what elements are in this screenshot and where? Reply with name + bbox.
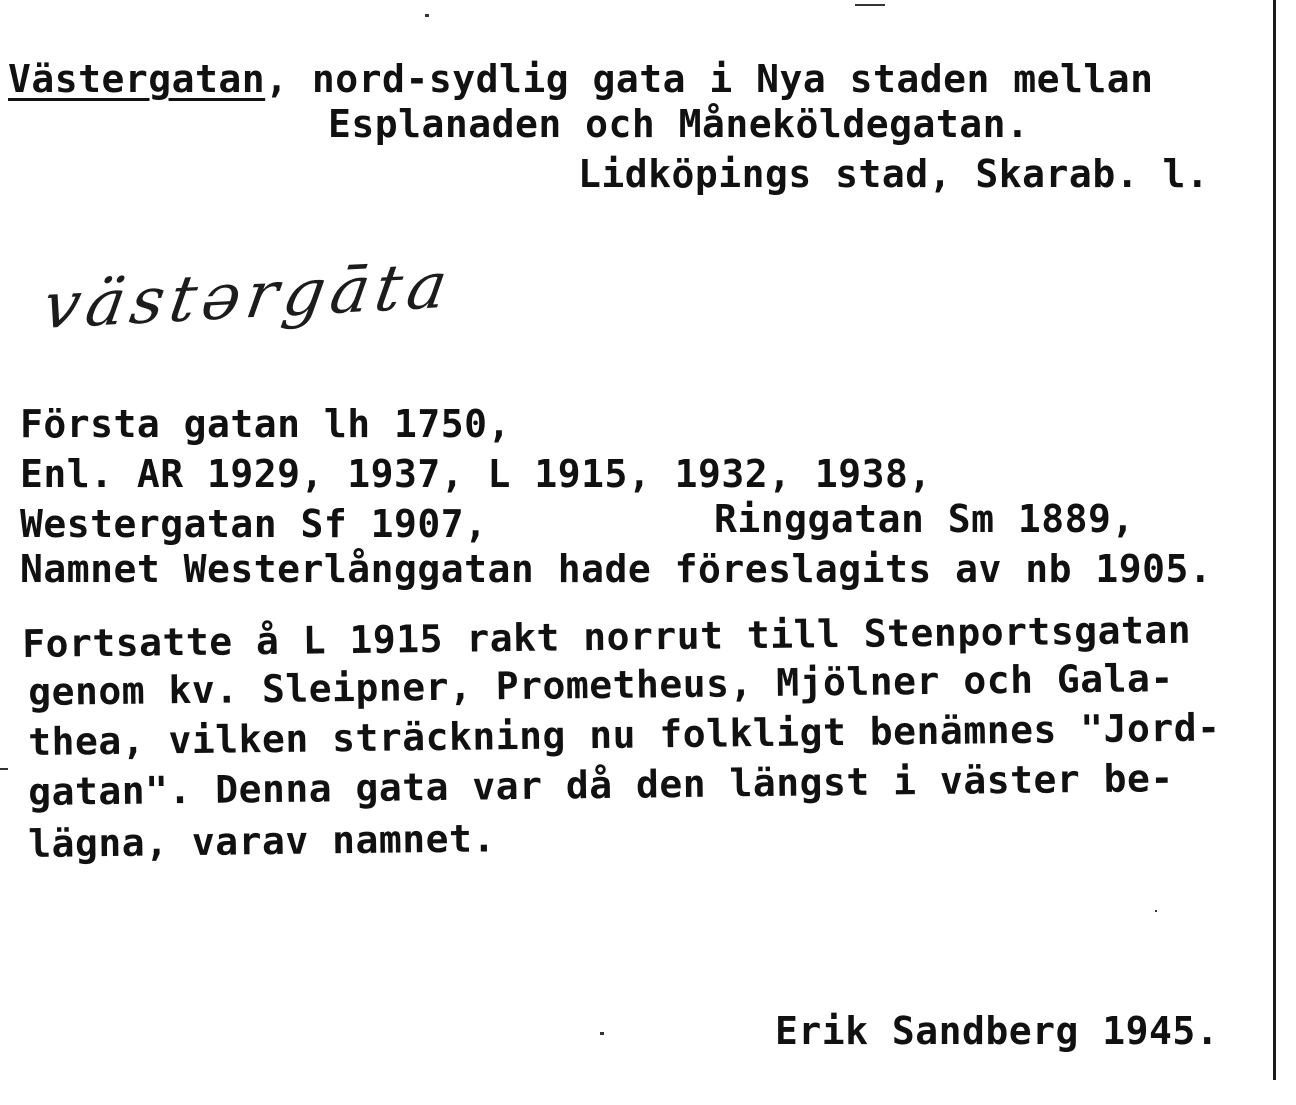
handwritten-pronunciation [18,230,618,370]
scan-speck [855,4,885,6]
scan-speck [425,14,429,17]
pronunciation-text: västərgāta [38,248,459,344]
heading-continuation: Esplanaden och Måneköldegatan. [328,102,1030,146]
paragraph-line-1: Fortsatte å L 1915 rakt norrut till Stenportsgatan [21,607,1192,666]
paragraph-line-3: thea, vilken sträckning nu folkligt benämnes "Jord- [27,705,1221,764]
scan-speck [600,1032,604,1035]
scan-speck [1155,910,1157,912]
history-line-3: Westergatan Sf 1907, [20,502,488,546]
history-line-3-right: Ringgatan Sm 1889, [714,497,1135,541]
signature-line: Erik Sandberg 1945. [775,1009,1220,1053]
history-line-4: Namnet Westerlånggatan hade föreslagits av nb 1905. [20,547,1213,591]
paragraph-line-2: genom kv. Sleipner, Prometheus, Mjölner och Gala- [27,656,1174,714]
paragraph-line-4: gatan". Denna gata var då den längst i väster be- [27,756,1174,814]
history-line-2: Enl. AR 1929, 1937, L 1915, 1932, 1938, [20,452,932,496]
scan-speck [0,768,8,770]
location-line: Lidköpings stad, Skarab. l. [578,152,1210,196]
history-line-1: Första gatan lh 1750, [20,402,511,446]
paragraph-line-5: lägna, varav namnet. [27,816,497,866]
entry-heading-line [8,57,1154,101]
heading-description: , nord-sydlig gata i Nya staden mellan [265,57,1154,101]
headword: Västergatan [8,57,266,101]
card-edge [1273,0,1276,1080]
